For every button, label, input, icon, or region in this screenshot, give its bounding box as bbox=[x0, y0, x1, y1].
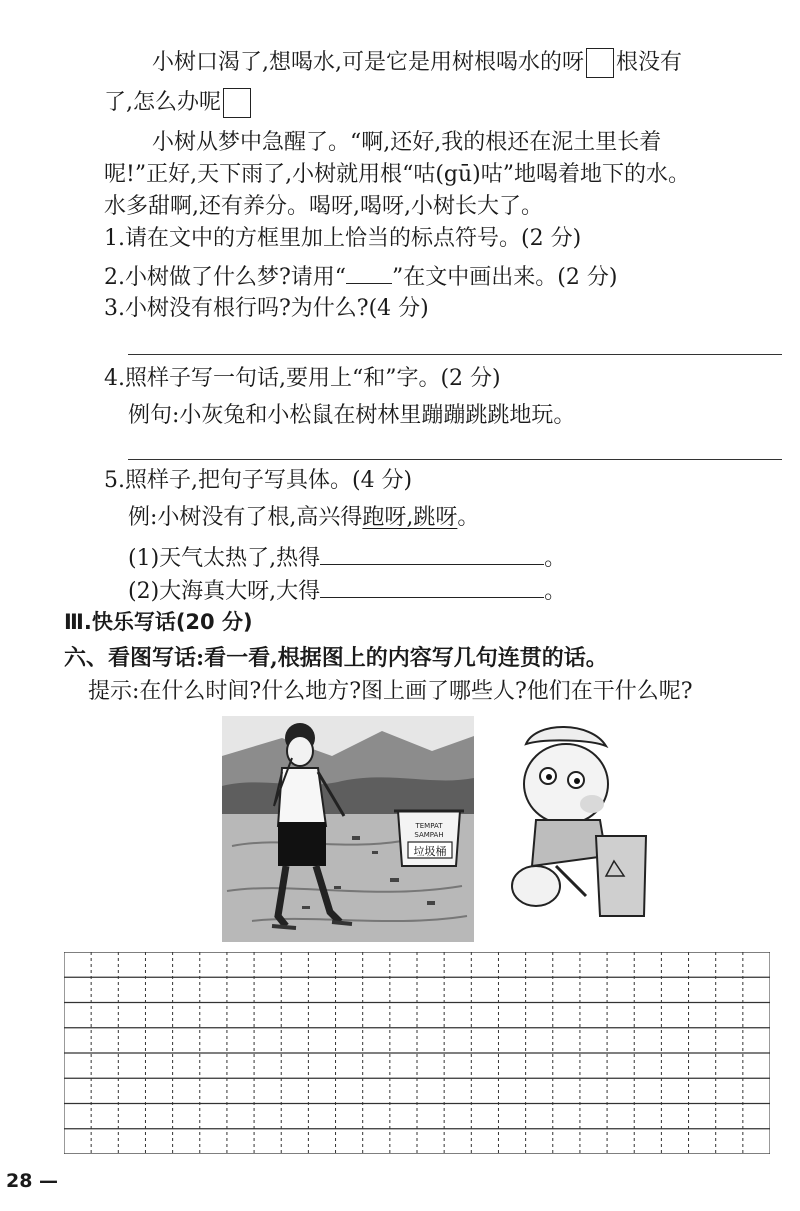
example-text: 例:小树没有了根,高兴得 bbox=[128, 505, 363, 530]
punctuation-box-2[interactable] bbox=[223, 88, 251, 118]
question-4-example: 例句:小灰兔和小松鼠在树林里蹦蹦跳跳地玩。 bbox=[128, 403, 576, 428]
answer-line-3[interactable] bbox=[128, 354, 782, 355]
passage-line-4: 呢!”正好,天下雨了,小树就用根“咕(gū)咕”地喝着地下的水。 bbox=[104, 162, 690, 187]
question-3: 3.小树没有根行吗?为什么?(4 分) bbox=[104, 296, 429, 321]
section-6-hint: 提示:在什么时间?什么地方?图上画了哪些人?他们在干什么呢? bbox=[88, 679, 693, 704]
bin-top-text: TEMPAT bbox=[415, 822, 443, 830]
question-5-1-text: (1)天气太热了,热得 bbox=[128, 546, 321, 571]
example-text: 。 bbox=[457, 505, 480, 530]
answer-blank-5-2[interactable] bbox=[320, 573, 544, 598]
question-1: 1.请在文中的方框里加上恰当的标点符号。(2 分) bbox=[104, 226, 582, 251]
question-5-2 bbox=[128, 573, 566, 607]
question-5: 5.照样子,把句子写具体。(4 分) bbox=[104, 468, 413, 493]
page-number: 28 — bbox=[6, 1170, 59, 1192]
question-5-1 bbox=[128, 540, 566, 574]
passage-text: 根没有 bbox=[616, 50, 683, 75]
svg-text:SAMPAH: SAMPAH bbox=[414, 831, 444, 839]
question-2-text: 2.小树做了什么梦?请用“ bbox=[104, 265, 347, 290]
illustration-boy-littering bbox=[222, 716, 474, 942]
question-4: 4.照样子写一句话,要用上“和”字。(2 分) bbox=[104, 366, 501, 391]
question-5-example bbox=[128, 503, 479, 533]
writing-grid[interactable] bbox=[64, 952, 770, 1154]
passage-line-3: 小树从梦中急醒了。“啊,还好,我的根还在泥土里长着 bbox=[152, 130, 662, 155]
answer-blank-5-1[interactable] bbox=[320, 540, 544, 565]
period: 。 bbox=[544, 579, 567, 604]
question-2-text: ”在文中画出来。(2 分) bbox=[392, 265, 618, 290]
passage-line-1 bbox=[152, 48, 682, 78]
punctuation-box-1[interactable] bbox=[586, 48, 614, 78]
passage-line-2 bbox=[104, 88, 253, 118]
underline-sample bbox=[346, 259, 392, 284]
question-2 bbox=[104, 259, 617, 293]
illustration-child-cleaning bbox=[496, 716, 656, 942]
answer-line-4[interactable] bbox=[128, 459, 782, 460]
passage-line-5: 水多甜啊,还有养分。喝呀,喝呀,小树长大了。 bbox=[104, 194, 543, 219]
passage-text: 小树口渴了,想喝水,可是它是用树根喝水的呀 bbox=[152, 50, 584, 75]
question-5-2-text: (2)大海真大呀,大得 bbox=[128, 579, 321, 604]
bin-label: 垃圾桶 bbox=[413, 845, 447, 858]
example-underlined: 跑呀,跳呀 bbox=[362, 505, 458, 530]
period: 。 bbox=[544, 546, 567, 571]
section-6-title: 六、看图写话:看一看,根据图上的内容写几句连贯的话。 bbox=[64, 645, 608, 671]
section-3-title: Ⅲ.快乐写话(20 分) bbox=[64, 610, 253, 634]
passage-text: 了,怎么办呢 bbox=[104, 90, 221, 115]
